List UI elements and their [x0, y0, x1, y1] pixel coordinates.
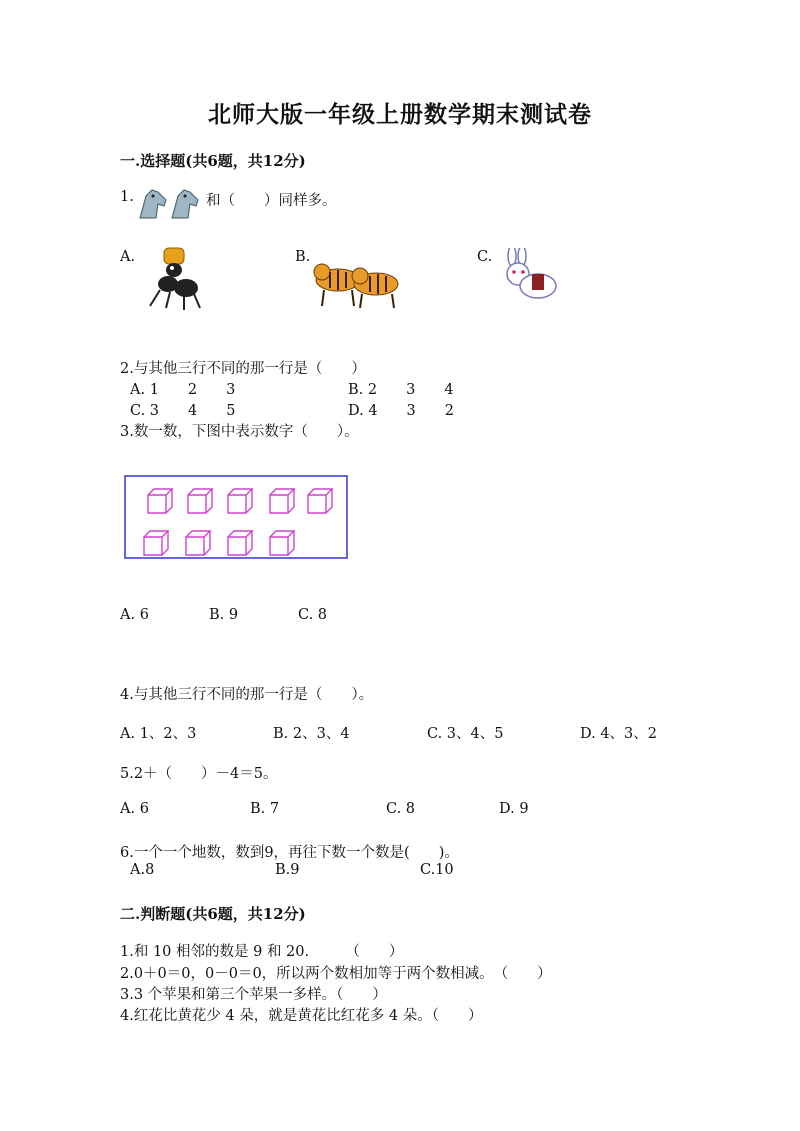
q3-option-a: A. 6	[120, 607, 149, 623]
q1-number: 1.	[120, 189, 134, 205]
cube-9	[270, 531, 294, 555]
q2-option-c: C. 3 4 5	[130, 403, 236, 419]
cube-6	[144, 531, 168, 555]
cube-4	[270, 489, 294, 513]
cube-5	[308, 489, 332, 513]
q1-stem-tail: 和（ ）同样多。	[206, 193, 337, 209]
q1-option-c: C.	[477, 249, 493, 265]
two-tigers-image	[312, 250, 404, 310]
q5-option-b: B. 7	[250, 801, 280, 817]
q6-option-c: C.10	[420, 862, 454, 878]
cube-1	[148, 489, 172, 513]
cubes-figure-box	[124, 475, 348, 559]
q2-stem: 2.与其他三行不同的那一行是（ ）	[120, 361, 366, 377]
q6-option-a: A.8	[130, 862, 155, 878]
section-heading-judgment: 二.判断题(共6题，共12分)	[120, 905, 306, 923]
cube-2	[188, 489, 212, 513]
q4-stem: 4.与其他三行不同的那一行是（ ）。	[120, 687, 374, 703]
judgment-item-1: 1.和 10 相邻的数是 9 和 20. （ ）	[120, 944, 404, 960]
q5-option-d: D. 9	[499, 801, 529, 817]
q2-option-b: B. 2 3 4	[348, 382, 454, 398]
judgment-item-3: 3.3 个苹果和第三个苹果一多样。（ ）	[120, 987, 387, 1003]
q6-stem: 6.一个一个地数，数到9，再往下数一个数是( )。	[120, 845, 459, 861]
q5-stem: 5.2＋（ ）－4＝5。	[120, 766, 278, 782]
q4-option-d: D. 4、3、2	[580, 726, 658, 742]
q4-option-b: B. 2、3、4	[273, 726, 350, 742]
ant-carrying-honey-image	[140, 246, 208, 312]
q3-option-c: C. 8	[298, 607, 328, 623]
cubes-figure	[126, 477, 346, 557]
q2-option-d: D. 4 3 2	[348, 403, 455, 419]
cube-7	[186, 531, 210, 555]
cube-3	[228, 489, 252, 513]
q1-option-b: B.	[295, 249, 311, 265]
q3-stem: 3.数一数，下图中表示数字（ ）。	[120, 424, 359, 440]
q4-option-a: A. 1、2、3	[120, 726, 197, 742]
cube-8	[228, 531, 252, 555]
q3-option-b: B. 9	[209, 607, 239, 623]
q2-option-a: A. 1 2 3	[130, 382, 236, 398]
page-title: 北师大版一年级上册数学期末测试卷	[208, 101, 592, 128]
horse-heads-image	[136, 186, 204, 222]
q5-option-c: C. 8	[386, 801, 416, 817]
q4-option-c: C. 3、4、5	[427, 726, 504, 742]
section-heading-choice: 一.选择题(共6题，共12分)	[120, 152, 306, 170]
q6-option-b: B.9	[275, 862, 300, 878]
judgment-item-4: 4.红花比黄花少 4 朵，就是黄花比红花多 4 朵。（ ）	[120, 1008, 483, 1024]
q1-option-a: A.	[120, 249, 136, 265]
judgment-item-2: 2.0＋0＝0，0－0＝0，所以两个数相加等于两个数相减。 （ ）	[120, 966, 552, 982]
rabbit-image	[496, 248, 562, 306]
q5-option-a: A. 6	[120, 801, 149, 817]
